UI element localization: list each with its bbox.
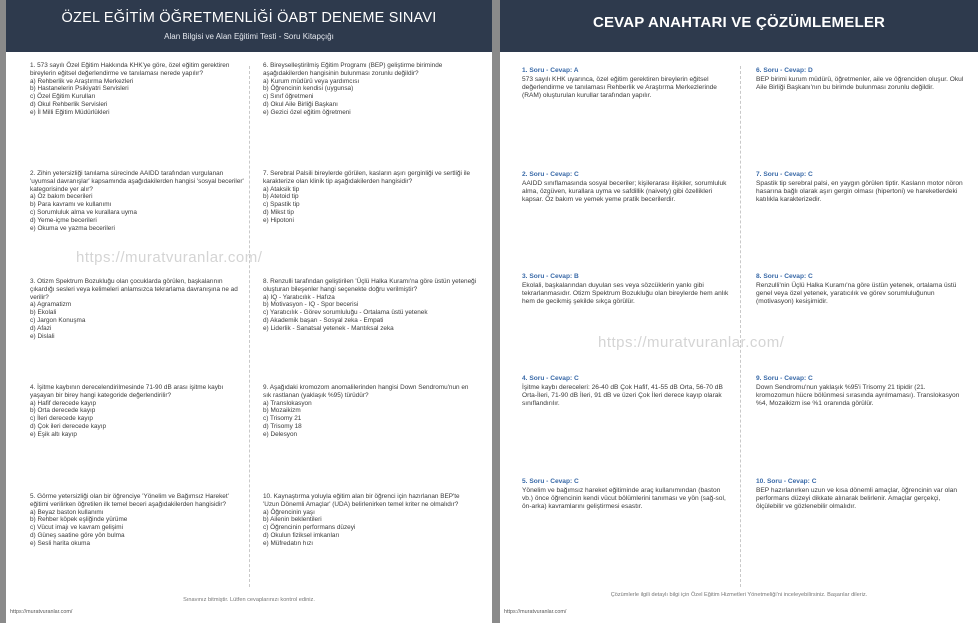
answer-item [756, 478, 964, 511]
answer-item [522, 171, 730, 204]
answer-option: b) Ailenin beklentileri [263, 516, 322, 524]
answer-option: e) Delesyon [263, 430, 298, 438]
question-item [30, 62, 244, 117]
site-url[interactable]: https://muratvuranlar.com/ [504, 609, 567, 615]
answer-option: b) Motivasyon - IQ - Spor becerisi [263, 301, 359, 309]
answer-key-title: 1. Soru - Cevap: A [522, 67, 579, 74]
answer-option: d) Okul Aile Birliği Başkanı [263, 100, 338, 108]
answer-option: c) Vücut imajı ve kavram gelişimi [30, 524, 124, 532]
answer-explanation: Spastik tip serebral palsi, en yaygın görülen tiptir. Kasların motor nöron hasarına bağlı olarak aşırı gergin olması (hipertoni) ve hareketlerdeki katılıkla karakterizedir. [756, 180, 963, 203]
answer-option: d) Mikst tip [263, 208, 294, 216]
answer-option: a) Rehberlik ve Araştırma Merkezleri [30, 77, 134, 85]
question-stem: 2. Zihin yetersizliği tanılama sürecinde AAIDD tarafından vurgulanan 'uyumsal davranışlar' kapsamında aşağıdakilerden hangisi 'sosyal beceriler' kategorisinde yer alır? [30, 170, 244, 193]
answer-explanation: Ekolali, başkalarından duyulan ses veya sözcüklerin yankı gibi tekrarlanmasıdır. Otizm Spektrum Bozukluğu olan bireylerde hem anlık hem de gecikmiş şekilde sıkça görülür. [522, 282, 729, 305]
answer-explanation: Down Sendromu'nun yaklaşık %95'i Trisomy 21 tipidir (21. kromozomun hücre bölünmesi sırasında ayrılmaması). Translokasyon %4, Mozaikizm ise %1 oranında görülür. [756, 384, 960, 407]
answer-option: d) Akademik başarı - Sosyal zeka - Empati [263, 316, 384, 324]
question-item [263, 493, 477, 548]
question-stem: 6. Bireyselleştirilmiş Eğitim Programı (BEP) geliştirme biriminde aşağıdakilerden hangisinin bulunması zorunlu değildir? [263, 62, 443, 77]
answer-option: a) Beyaz baston kullanımı [30, 508, 104, 516]
question-item [30, 384, 244, 439]
answer-option: b) Atetoid tip [263, 193, 299, 201]
answer-explanation: Yönelim ve bağımsız hareket eğitiminde araç kullanımından (baston vb.) önce öğrencinin kendi vücut bölümlerini tanıması ve yön (sağ-sol, ön-arka) kavramlarını geliştirmesi esastır. [522, 487, 726, 510]
answer-option: b) Öğrencinin kendisi (uygunsa) [263, 85, 354, 93]
answer-option: d) Afazi [30, 324, 52, 332]
answer-option: d) Yeme-içme becerileri [30, 216, 97, 224]
question-stem: 3. Otizm Spektrum Bozukluğu olan çocuklarda görülen, başkalarının çıkardığı sesleri veya kelimeleri anlamsızca tekrarlama davranışına ne ad verilir? [30, 278, 238, 301]
answer-item [522, 273, 730, 306]
question-stem: 10. Kaynaştırma yoluyla eğitim alan bir öğrenci için hazırlanan BEP'te 'Uzun Dönemli Amaçlar' (UDA) belirlenirken temel kriter ne olmalıdır? [263, 493, 460, 508]
answer-explanation: BEP hazırlanırken uzun ve kısa dönemli amaçlar, öğrencinin var olan performans düzeyi dikkate alınarak belirlenir. Amaçlar gerçekçi, ölçülebilir ve gözlenebilir olmalıdır. [756, 487, 958, 510]
answer-option: e) Gezici özel eğitim öğretmeni [263, 108, 351, 116]
question-stem: 8. Renzulli tarafından geliştirilen 'Üçlü Halka Kuramı'na göre üstün yeteneği oluşturan bileşenler hangi seçenekte doğru verilmiştir? [263, 278, 477, 293]
answer-option: b) Hastanelerin Psikiyatri Servisleri [30, 85, 129, 93]
answer-option: a) Öğrencinin yaşı [263, 508, 315, 516]
exam-title: ÖZEL EĞİTİM ÖĞRETMENLİĞİ ÖABT DENEME SINAVI [61, 10, 437, 26]
question-item [263, 384, 477, 439]
site-url[interactable]: https://muratvuranlar.com/ [10, 609, 73, 615]
answer-page [500, 0, 978, 623]
answer-option: c) Sorumluluk alma ve kurallara uyma [30, 208, 137, 216]
answer-option: c) Öğrencinin performans düzeyi [263, 524, 356, 532]
watermark: https://muratvuranlar.com/ [76, 249, 263, 266]
answer-explanation: İşitme kaybı dereceleri: 26-40 dB Çok Hafif, 41-55 dB Orta, 56-70 dB Orta-İleri, 71-90 dB İleri, 91 dB ve üzeri Çok İleri derece kayıp olarak sınıflandırılır. [522, 384, 723, 407]
answer-key-title: 2. Soru - Cevap: C [522, 171, 579, 178]
answer-footer: Çözümlerle ilgili detaylı bilgi için Özel Eğitim Hizmetleri Yönetmeliği'ni inceleyebilirsiniz. Başarılar dileriz. [610, 592, 868, 598]
question-page [6, 0, 492, 623]
answer-key-title: 4. Soru - Cevap: C [522, 375, 579, 382]
answer-key-title: 3. Soru - Cevap: B [522, 273, 579, 280]
question-item [30, 278, 244, 340]
answer-option: c) Trisomy 21 [263, 415, 302, 423]
exam-footer: Sınavınız bitmiştir. Lütfen cevaplarınızı kontrol ediniz. [183, 597, 315, 603]
answer-option: d) Trisomy 18 [263, 422, 302, 430]
answer-title: CEVAP ANAHTARI VE ÇÖZÜMLEMELER [592, 14, 886, 31]
question-item [263, 278, 477, 333]
answer-option: b) Rehber köpek eşliğinde yürüme [30, 516, 128, 524]
answer-option: b) Orta derecede kayıp [30, 407, 96, 415]
answer-item [756, 67, 964, 92]
answer-option: c) Sınıf öğretmeni [263, 93, 314, 101]
answer-option: b) Ekolali [30, 309, 57, 317]
answer-explanation: Renzulli'nin Üçlü Halka Kuramı'na göre üstün yetenek, ortalama üstü genel veya özel yetenek, yaratıcılık ve görev sorumluluğunun (motivasyon) kesişimidir. [756, 282, 957, 305]
answer-explanation: BEP birimi kurum müdürü, öğretmenler, aile ve öğrenciden oluşur. Okul Aile Birliği Başkanı'nın bu birimde bulunması zorunlu değildir. [756, 76, 964, 91]
exam-subtitle: Alan Bilgisi ve Alan Eğitimi Testi - Soru Kitapçığı [164, 32, 334, 41]
answer-option: e) İl Milli Eğitim Müdürlükleri [30, 108, 110, 116]
answer-option: c) Özel Eğitim Kurulları [30, 93, 96, 101]
answer-item [522, 375, 730, 408]
answer-key-title: 5. Soru - Cevap: C [522, 478, 579, 485]
answer-option: a) IQ - Yaratıcılık - Hafıza [263, 293, 335, 301]
answer-option: c) Spastik tip [263, 201, 300, 209]
answer-explanation: 573 sayılı KHK uyarınca, özel eğitim gerektiren bireylerin eğitsel değerlendirme ve tanılaması Rehberlik ve Araştırma Merkezlerinde (RAM) oluşturulan kurullar tarafından yapılır. [522, 76, 717, 99]
question-page-header [6, 0, 492, 52]
question-item [30, 170, 244, 232]
answer-item [522, 478, 730, 511]
answer-option: e) Hipotoni [263, 216, 294, 224]
answer-item [522, 67, 730, 100]
question-item [263, 62, 477, 117]
answer-key-title: 8. Soru - Cevap: C [756, 273, 813, 280]
answer-option: a) Translokasyon [263, 399, 312, 407]
answer-item [756, 375, 964, 408]
answer-page-header [500, 0, 978, 52]
answer-option: c) İleri derecede kayıp [30, 415, 93, 423]
answer-option: a) Öz bakım becerileri [30, 193, 93, 201]
answer-option: a) Hafif derecede kayıp [30, 399, 97, 407]
answer-option: e) Dislali [30, 332, 55, 340]
watermark: https://muratvuranlar.com/ [598, 334, 785, 351]
answer-item [756, 273, 964, 306]
answer-option: c) Yaratıcılık - Görev sorumluluğu - Ortalama üstü yetenek [263, 309, 428, 317]
answer-option: a) Kurum müdürü veya yardımcısı [263, 77, 360, 85]
question-stem: 5. Görme yetersizliği olan bir öğrenciye 'Yönelim ve Bağımsız Hareket' eğitimi verilirken öğretilen ilk temel beceri aşağıdakilerden hangisidir? [30, 493, 229, 508]
answer-option: a) Agramatizm [30, 301, 72, 309]
answer-option: d) Güneş saatine göre yön bulma [30, 531, 125, 539]
column-divider [740, 66, 741, 587]
answer-option: e) Sesli harita okuma [30, 539, 91, 547]
answer-option: d) Çok ileri derecede kayıp [30, 422, 107, 430]
question-item [263, 170, 477, 225]
answer-option: b) Mozaikizm [263, 407, 301, 415]
column-divider [249, 66, 250, 587]
answer-key-title: 6. Soru - Cevap: D [756, 67, 813, 74]
question-stem: 9. Aşağıdaki kromozom anomalilerinden hangisi Down Sendromu'nun en sık rastlanan (yaklaşık %95) türüdür? [263, 384, 469, 399]
answer-option: e) Liderlik - Sanatsal yetenek - Mantıksal zeka [263, 324, 394, 332]
answer-option: b) Para kavramı ve kullanımı [30, 201, 112, 209]
question-stem: 1. 573 sayılı Özel Eğitim Hakkında KHK'ye göre, özel eğitim gerektiren bireylerin eğitsel değerlendirme ve tanılaması nerede yapılır? [30, 62, 230, 77]
answer-option: e) Müfredatın hızı [263, 539, 314, 547]
answer-option: d) Okulun fiziksel imkanları [263, 531, 340, 539]
question-item [30, 493, 244, 548]
answer-key-title: 7. Soru - Cevap: C [756, 171, 813, 178]
answer-option: c) Jargon Konuşma [30, 316, 86, 324]
answer-option: a) Ataksik tip [263, 185, 300, 193]
answer-option: e) Eşik altı kayıp [30, 430, 77, 438]
answer-key-title: 10. Soru - Cevap: C [756, 478, 817, 485]
question-stem: 4. İşitme kaybının derecelendirilmesinde 71-90 dB arası işitme kaybı yaşayan bir birey hangi kategoride değerlendirilir? [30, 384, 224, 399]
answer-explanation: AAIDD sınıflamasında sosyal beceriler; kişilerarası ilişkiler, sorumluluk alma, özgüven, kurallara uyma ve safdillik (naivety) gibi özellikleri kapsar. Öz bakım ve yemek yeme pratik becerilerdir. [522, 180, 727, 203]
question-stem: 7. Serebral Palsili bireylerde görülen, kasların aşırı gerginliği ve sertliği ile karakterize olan klinik tip aşağıdakilerden hangisidir? [263, 170, 471, 185]
answer-option: e) Okuma ve yazma becerileri [30, 224, 115, 232]
answer-option: d) Okul Rehberlik Servisleri [30, 100, 108, 108]
answer-item [756, 171, 964, 204]
answer-key-title: 9. Soru - Cevap: C [756, 375, 813, 382]
